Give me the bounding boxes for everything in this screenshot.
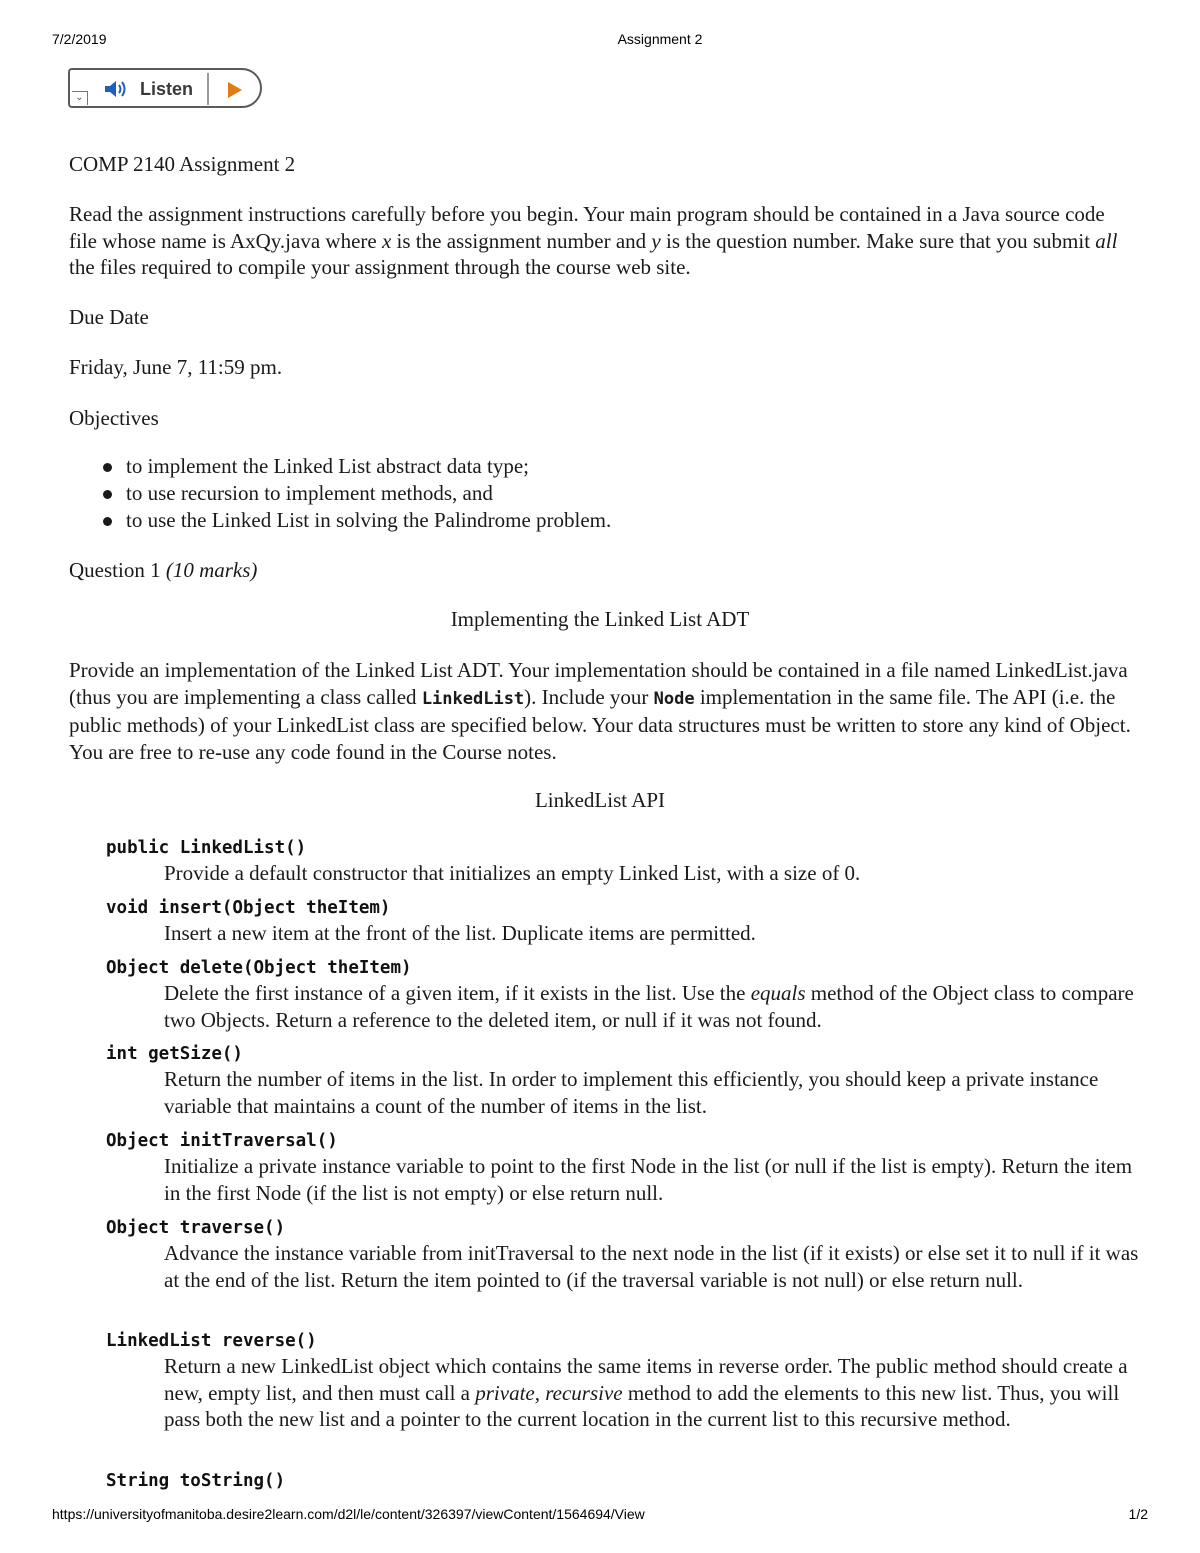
api-entry-inittraversal [106, 1130, 1146, 1206]
method-description: Return a new LinkedList object which contains the same items in reverse order. The public method should create a new, empty list, and then must call a private, recursive method to add the elements to this new list. Thus, you will pass both the new list and a pointer to the current location in the current list to this recursive method. [164, 1354, 1128, 1431]
document-title: COMP 2140 Assignment 2 [69, 152, 296, 176]
list-item: to implement the Linked List abstract data type; [69, 453, 611, 480]
section-title: Implementing the Linked List ADT [450, 607, 750, 631]
due-date-value: Friday, June 7, 11:59 pm. [69, 355, 283, 379]
divider [207, 73, 209, 105]
method-signature: String toString() [106, 1471, 286, 1491]
question-marks: (10 marks) [165, 558, 258, 582]
print-url: https://universityofmanitoba.desire2learn.com/d2l/le/content/326397/viewContent/1564694/View [52, 1506, 645, 1522]
intro-paragraph: Read the assignment instructions carefully before you begin. Your main program should be contained in a Java source code file whose name is AxQy.java where x is the assignment number and y is the question number. Make sure that you submit all the files required to compile your assignment through the course web site. [69, 202, 1118, 279]
due-date-heading: Due Date [69, 305, 149, 329]
question-heading: Question 1 (10 marks) [69, 558, 258, 582]
objectives-heading: Objectives [69, 406, 159, 430]
objectives-list [69, 453, 611, 534]
method-signature: public LinkedList() [106, 838, 307, 858]
method-signature: Object initTraversal() [106, 1131, 338, 1151]
print-date: 7/2/2019 [52, 31, 107, 47]
method-description: Return the number of items in the list. In order to implement this efficiently, you should keep a private instance variable that maintains a count of the number of items in the list. [164, 1067, 1099, 1118]
method-description: Insert a new item at the front of the list. Duplicate items are permitted. [164, 921, 756, 945]
method-signature: void insert(Object theItem) [106, 898, 391, 918]
page-number: 1/2 [1128, 1506, 1148, 1522]
method-description: Provide a default constructor that initializes an empty Linked List, with a size of 0. [164, 861, 861, 885]
api-entry-getsize [106, 1043, 1146, 1119]
method-signature: int getSize() [106, 1044, 243, 1064]
method-description: Advance the instance variable from initTraversal to the next node in the list (if it exists) or else set it to null if it was at the end of the list. Return the item pointed to (if the traversal variable is not null) or else return null. [164, 1241, 1139, 1292]
chevron-down-icon[interactable]: ⌄ [72, 91, 88, 105]
listen-button[interactable]: Listen [140, 79, 194, 99]
api-entry-tostring [106, 1470, 1146, 1492]
list-item: to use the Linked List in solving the Palindrome problem. [69, 507, 611, 534]
play-icon[interactable] [228, 82, 242, 98]
listen-widget[interactable] [68, 68, 262, 108]
api-title: LinkedList API [534, 788, 666, 812]
method-signature: LinkedList reverse() [106, 1331, 317, 1351]
api-entry-reverse [106, 1330, 1146, 1433]
api-entry-insert [106, 897, 1146, 947]
method-signature: Object traverse() [106, 1218, 286, 1238]
method-signature: Object delete(Object theItem) [106, 958, 412, 978]
print-page-title: Assignment 2 [617, 31, 703, 47]
api-entry-constructor [106, 837, 1146, 887]
method-description: Delete the first instance of a given item, if it exists in the list. Use the equals method of the Object class to compare two Objects. Return a reference to the deleted item, or null if it was not found. [164, 981, 1134, 1032]
api-entry-traverse [106, 1217, 1146, 1293]
list-item: to use recursion to implement methods, and [69, 480, 611, 507]
method-description: Initialize a private instance variable to point to the first Node in the list (or null if the list is empty). Return the item in the first Node (if the list is not empty) or else return null. [164, 1154, 1133, 1205]
speaker-icon [104, 79, 130, 99]
api-entry-delete [106, 957, 1146, 1033]
implementation-paragraph: Provide an implementation of the Linked List ADT. Your implementation should be contained in a file named LinkedList.java (thus you are implementing a class called LinkedList). Include your Node implementation in the same file. The API (i.e. the public methods) of your LinkedList class are specified below. Your data structures must be written to store any kind of Object. You are free to re-use any code found in the Course notes. [69, 658, 1131, 764]
